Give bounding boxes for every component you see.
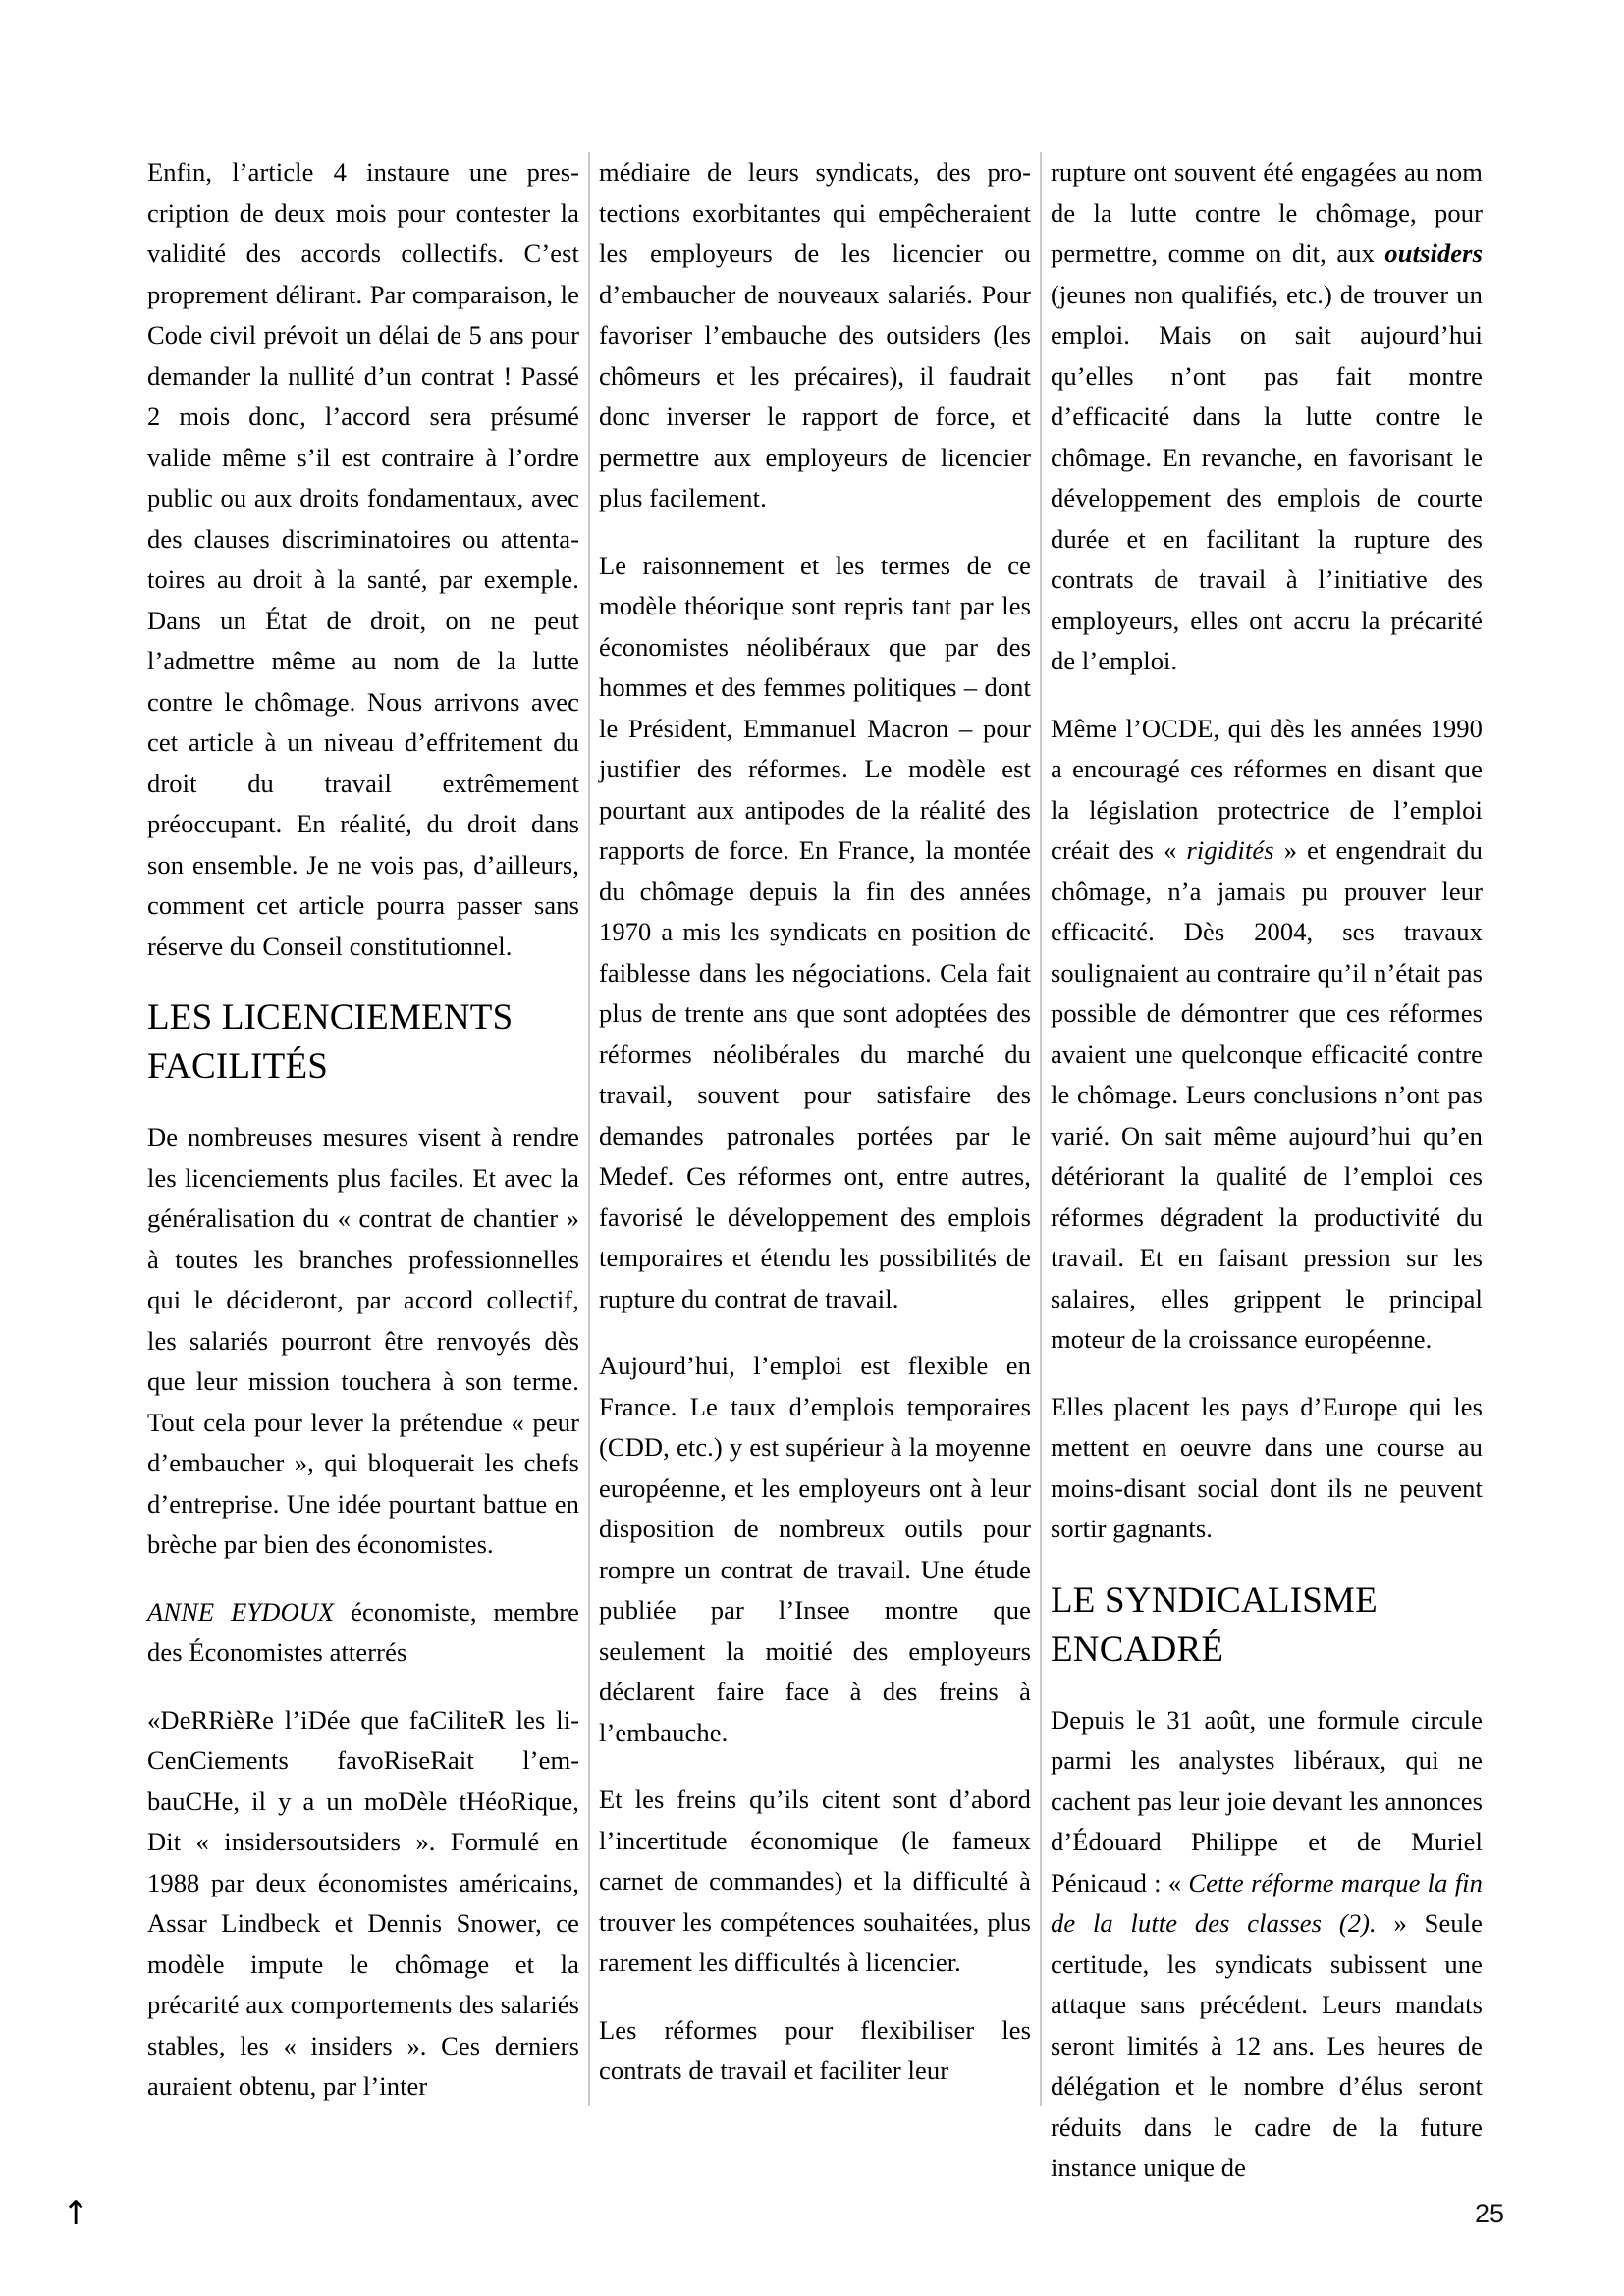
paragraph-rupture-chomage-text-after: (jeunes non qualifiés, etc.) de trouver un emploi. Mais on sait aujourd’hui qu’elles n’ont pas fait montre d’efficacité dans la lutte contre le chômage. En revanche, en favorisant le développement des emplois de courte durée et en facilitant la rupture des contrats de travail à l’initiative des employeurs, elles ont accru la précarité de l’emploi.: [1051, 279, 1483, 675]
paragraph-formule-analystes: [1051, 1700, 1483, 2189]
column-2: [599, 152, 1031, 2106]
paragraph-emploi-flexible: Aujourd’hui, l’emploi est flexible en France. Le taux d’emplois temporaires (CDD, etc.) y est supérieur à la moyenne européenne, et les employeurs ont à leur disposition de nombreux outils pour rompre un contrat de travail. Une étude publiée par l’Insee montre que seulement la moitié des employeurs déclarent faire face à des freins à l’embauche.: [599, 1351, 1031, 1747]
paragraph-ocde-rigidites: [1051, 709, 1483, 1361]
paragraph-article-4: Enfin, l’article 4 instaure une prescription de deux mois pour contester la validité des accords collectifs. C’est proprement délirant. Par comparaison, le Code civil prévoit un délai de 5 ans pour demander la nullité d’un contrat ! Passé 2 mois donc, l’accord sera présumé valide même s’il est contraire à l’ordre public ou aux droits fondamentaux, avec des clauses discriminatoires ou attentatoires au droit à la santé, par exemple. Dans un État de droit, on ne peut l’admettre même au nom de la lutte contre le chômage. Nous arrivons avec cet article à un niveau d’effritement du droit du travail extrêmement préoccupant. En réalité, du droit dans son ensemble. Je ne vois pas, d’ailleurs, comment cet article pourra passer sans réserve du Conseil constitutionnel.: [147, 157, 579, 961]
three-column-text-area: [147, 152, 1483, 2182]
paragraph-mediaire-syndicats: médiaire de leurs syndicats, des protections exorbitantes qui empêcheraient les employeurs de les licencier ou d’embaucher de nouveaux salariés. Pour favoriser l’embauche des outsiders (les chômeurs et les précaires), il faudrait donc inverser le rapport de force, et permettre aux employeurs de licencier plus facilement.: [599, 157, 1031, 512]
column-divider-rule-2: [1040, 152, 1042, 2106]
paragraph-ocde-text-after: » et engendrait du chômage, n’a jamais pu prouver leur efficacité. Dès 2004, ses travaux soulignaient au contraire qu’il n’était pas possible de démontrer que ces réformes avaient une quelconque efficacité contre le chômage. Leurs conclusions n’ont pas varié. On sait même aujourd’hui qu’en détériorant la qualité de l’emploi ces réformes dégradent la productivité du travail. Et en faisant pression sur les salaires, elles grippent le principal moteur de la croissance européenne.: [1051, 835, 1483, 1354]
column-gap-1: [579, 152, 599, 2106]
paragraph-pays-europe: Elles placent les pays d’Europe qui les mettent en oeuvre dans une course au moins-disant social dont ils ne peuvent sortir gagnants.: [1051, 1391, 1483, 1543]
column-divider-rule-1: [588, 152, 590, 2106]
paragraph-formule-text-after: » Seule certitude, les syndicats subissent une attaque sans précédent. Leurs mandats seront limités à 12 ans. Les heures de délégation et le nombre d’élus seront réduits dans le cadre de la future instance unique de: [1051, 1908, 1483, 2182]
page-number: 25: [1474, 2199, 1504, 2228]
heading-syndicalisme-encadre: LE SYNDICALISME ENCADRÉ: [1051, 1579, 1378, 1670]
column-3: [1051, 152, 1483, 2182]
paragraph-rupture-chomage: [1051, 152, 1483, 682]
paragraph-rupture-chomage-text-before: rupture ont souvent été engagées au nom de la lutte contre le chômage, pour permettre, comme on dit, aux: [1051, 157, 1483, 268]
paragraph-insiders-outsiders: «DeRRièRe l’iDée que faCiliteR les liCenCiements favoRiseRait l’embauCHe, il y a un moDèle tHéoRique, Dit « insidersoutsiders ». Formulé en 1988 par deux économistes américains, Assar Lindbeck et Dennis Snower, ce modèle impute le chômage et la précarité aux comportements des salariés stables, les « insiders ». Ces derniers auraient obtenu, par l’inter: [147, 1704, 579, 2101]
paragraph-formule-text-before: Depuis le 31 août, une formule circule parmi les analystes libéraux, qui ne cachent pas leur joie devant les annonces d’Édouard Philippe et de Muriel Pénicaud : «: [1051, 1704, 1483, 1897]
heading-licenciements-facilites: LES LICENCIEMENTS FACILITÉS: [147, 997, 514, 1087]
byline-anne-eydoux: [147, 1592, 579, 1674]
byline-author-name: ANNE EYDOUX: [147, 1596, 335, 1627]
paragraph-reformes-flexibiliser: Les réformes pour flexibiliser les contrats de travail et faciliter leur: [599, 2014, 1031, 2085]
paragraph-mesures-licenciements: De nombreuses mesures visent à rendre les licenciements plus faciles. Et avec la généralisation du « contrat de chantier » à toutes les branches professionnelles qui le décideront, par accord collectif, les salariés pourront être renvoyés dès que leur mission touchera à son terme. Tout cela pour lever la prétendue « peur d’embaucher », qui bloquerait les chefs d’entreprise. Une idée pourtant battue en brèche par bien des économistes.: [147, 1122, 579, 1559]
column-gap-2: [1031, 152, 1051, 2106]
up-arrow-icon[interactable]: ↑: [62, 2194, 90, 2233]
emphasis-rigidites: rigidités: [1186, 835, 1274, 865]
emphasis-outsiders: outsiders: [1384, 239, 1483, 268]
paragraph-raisonnement-modele: Le raisonnement et les termes de ce modèle théorique sont repris tant par les économistes néolibéraux que par des hommes et des femmes politiques – dont le Président, Emmanuel Macron – pour justifier des réformes. Le modèle est pourtant aux antipodes de la réalité des rapports de force. En France, la montée du chômage depuis la fin des années 1970 a mis les syndicats en position de faiblesse dans les négociations. Cela fait plus de trente ans que sont adoptées des réformes néolibérales du marché du travail, souvent pour satisfaire des demandes patronales portées par le Medef. Ces réformes ont, entre autres, favorisé le développement des emplois temporaires et étendu les possibilités de rupture du contrat de travail.: [599, 550, 1031, 1313]
byline-author-role: économiste, membre des Économistes atterrés: [147, 1596, 579, 1667]
column-1: [147, 152, 579, 2106]
paragraph-ocde-text-before: Même l’OCDE, qui dès les années 1990 a encouragé ces réformes en disant que la législation protectrice de l’emploi créait des «: [1051, 713, 1483, 865]
paragraph-freins-incertitude: Et les freins qu’ils citent sont d’abord l’incertitude économique (le fameux carnet de commandes) et la difficulté à trouver les compétences souhaitées, plus rarement les difficultés à licencier.: [599, 1785, 1031, 1977]
quote-cette-reforme: Cette réforme marque la fin de la lutte des classes (2).: [1051, 1867, 1483, 1938]
